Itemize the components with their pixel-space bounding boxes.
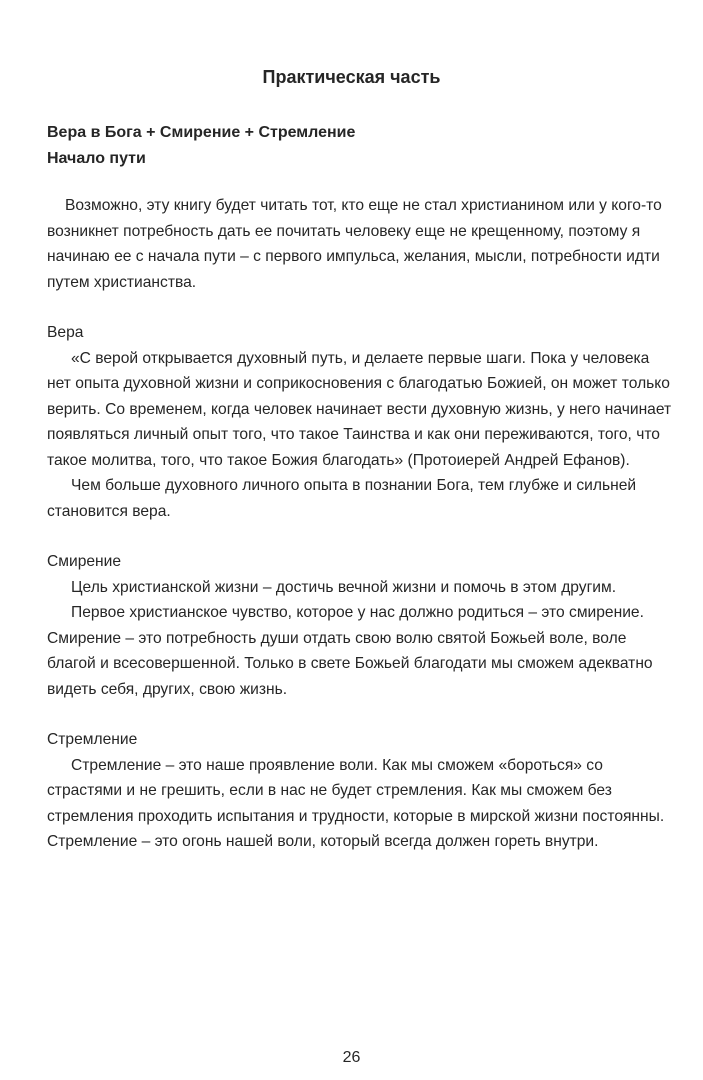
faith-quote-paragraph: «С верой открывается духовный путь, и делаете первые шаги. Пока у человека нет опыта духовной жизни и соприкосновения с благодатью Божией, он может только верить. Со временем, когда человек начинает вести духовную жизнь, у него начинает появляться личный опыт того, что такое Таинства и как они переживаются, того, что такое молитва, того, что такое Божия благодать» (Протоиерей Андрей Ефанов).	[47, 349, 672, 469]
humility-section-title: Смирение	[47, 553, 122, 570]
section-heading: Вера в Бога + Смирение + Стремление	[47, 124, 356, 141]
humility-paragraph-2: Первое христианское чувство, которое у нас должно родиться – это смирение. Смирение – это потребность души отдать свою волю святой Божьей воле, воле благой и всесовершенной. Только в свете Божьей благодати мы сможем адекватно видеть себя, других, свою жизнь.	[47, 604, 653, 698]
faith-paragraph: Чем больше духовного личного опыта в познании Бога, тем глубже и сильней становится вера.	[47, 477, 637, 520]
chapter-title: Практическая часть	[262, 67, 441, 87]
faith-section-title: Вера	[47, 324, 84, 341]
body-text	[47, 193, 677, 855]
page-number: 26	[342, 1049, 361, 1066]
subsection-heading: Начало пути	[47, 150, 146, 167]
intro-paragraph: Возможно, эту книгу будет читать тот, кто еще не стал христианином или у кого-то возникнет потребность дать ее почитать человеку еще не крещенному, поэтому я начинаю ее с начала пути – с первого импульса, желания, мысли, потребности идти путем христианства.	[47, 197, 662, 291]
heading-block	[47, 120, 667, 172]
humility-paragraph-1: Цель христианской жизни – достичь вечной жизни и помочь в этом другим.	[71, 578, 617, 596]
aspiration-section-title: Стремление	[47, 731, 138, 748]
aspiration-paragraph: Стремление – это наше проявление воли. Как мы сможем «бороться» со страстями и не грешить, если в нас не будет стремления. Как мы сможем без стремления проходить испытания и трудности, которые в мирской жизни постоянны. Стремление – это огонь нашей воли, который всегда должен гореть внутри.	[47, 756, 665, 850]
